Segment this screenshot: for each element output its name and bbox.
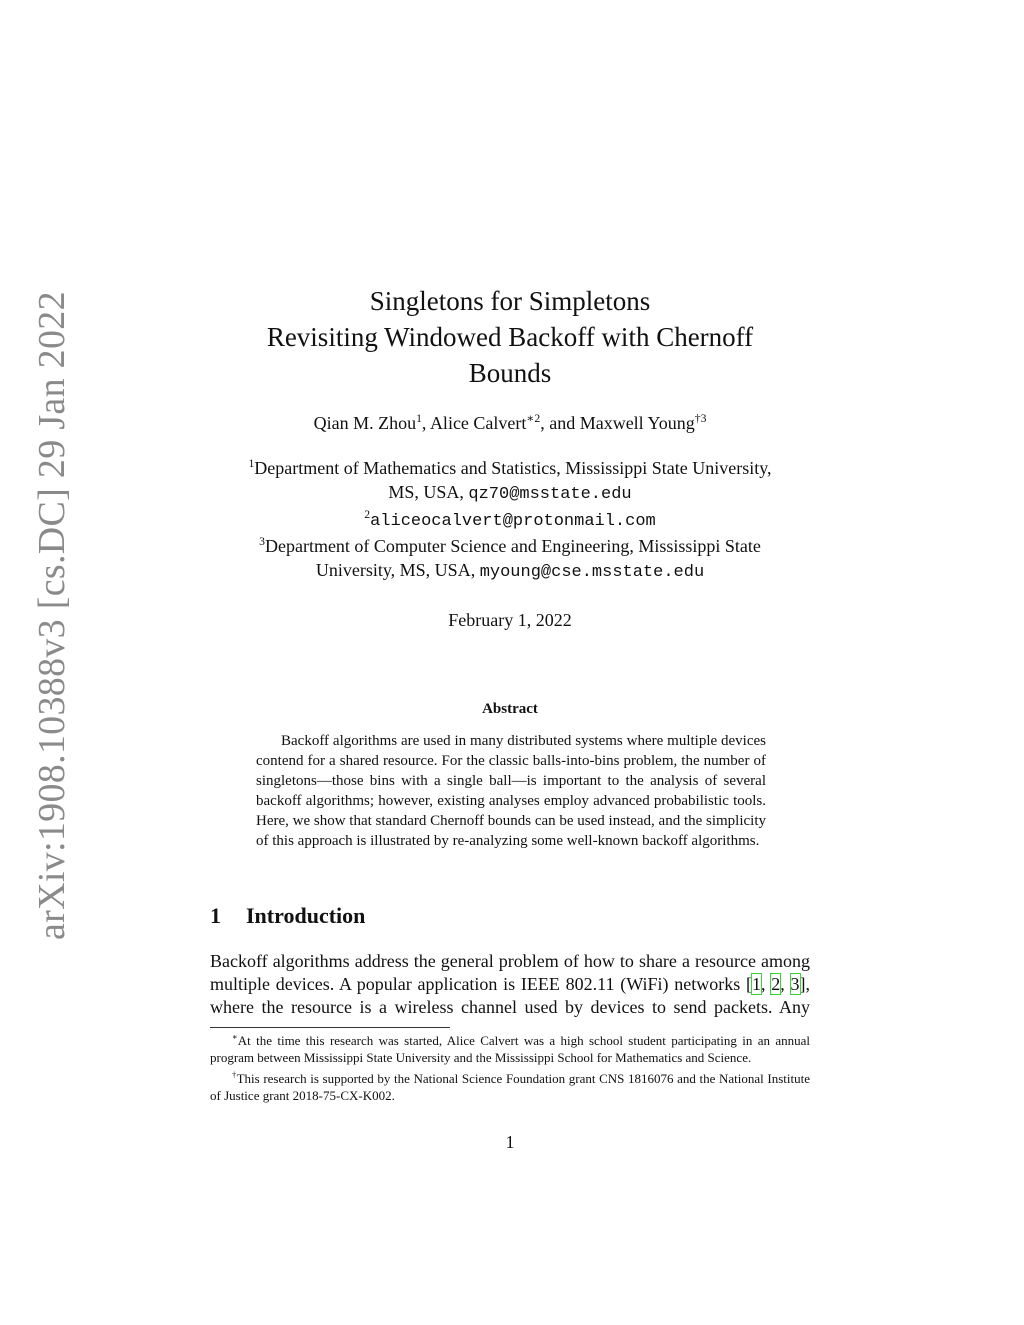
author-list (200, 413, 820, 434)
page-number: 1 (505, 1132, 515, 1152)
abstract-heading: Abstract (482, 701, 538, 717)
footnote-text: At the time this research was started, Alice Calvert was a high school student participating in an annual program between Mississippi State University and the Mississippi School for Mathematics and Science. (210, 1033, 810, 1065)
footnote-2 (210, 1070, 810, 1104)
affiliation-3 (200, 534, 820, 558)
footnote-rule (210, 1027, 450, 1028)
title-line-1: Singletons for Simpletons (369, 286, 651, 316)
footnote-mark: † (232, 1069, 237, 1080)
author-name: Alice Calvert (429, 413, 527, 433)
affiliation-1 (200, 456, 820, 480)
affiliation-text: Department of Computer Science and Engineering, Mississippi State (264, 536, 761, 556)
author-separator: , and (540, 413, 580, 433)
affiliation-mark: 3 (259, 535, 265, 548)
affiliations (200, 456, 820, 585)
author-mark: †3 (694, 412, 707, 425)
email-link[interactable]: qz70@msstate.edu (468, 485, 632, 504)
affiliation-text: University, MS, USA, (315, 560, 480, 580)
author-separator: , (421, 413, 430, 433)
affiliation-mark: 1 (248, 457, 255, 470)
author-mark: ∗2 (526, 412, 541, 425)
affiliation-text: Department of Mathematics and Statistics, Mississippi State University, (254, 458, 772, 478)
citation-separator: , (761, 974, 772, 994)
intro-line: where the resource is a wireless channel used by devices to send packets. Any (210, 997, 810, 1017)
intro-paragraph (210, 950, 810, 1019)
author-name: Maxwell Young (579, 413, 695, 433)
section-number: 1 (210, 903, 221, 928)
email-link[interactable]: myoung@cse.msstate.edu (479, 563, 705, 582)
affiliation-mark: 2 (364, 508, 371, 521)
intro-line: Backoff algorithms address the general problem of how to share a resource among (210, 951, 810, 971)
affiliation-3-cont (200, 558, 820, 585)
section-heading (210, 903, 365, 929)
footnotes (210, 1032, 810, 1108)
intro-text: ], (799, 974, 810, 994)
footnote-1 (210, 1032, 810, 1066)
paper-title (200, 283, 820, 391)
affiliation-1-cont (200, 480, 820, 507)
title-line-3: Bounds (468, 358, 552, 388)
author-name: Qian M. Zhou (313, 413, 417, 433)
intro-line (210, 973, 810, 996)
title-line-2: Revisiting Windowed Backoff with Chernoff (266, 322, 754, 352)
affiliation-2 (200, 507, 820, 534)
citation-link[interactable]: 2 (771, 974, 781, 994)
footnote-mark: ∗ (232, 1031, 238, 1042)
abstract-body: Backoff algorithms are used in many distributed systems where multiple devices contend for a shared resource. For the classic balls-into-bins problem, the number of singletons—those bins with a single ball—is important to the analysis of several backoff algorithms; however, existing analyses employ advanced probabilistic tools. Here, we show that standard Chernoff bounds can be used instead, and the simplicity of this approach is illustrated by re-analyzing some well-known backoff algorithms. (256, 733, 767, 849)
author-mark: 1 (416, 412, 422, 425)
section-title: Introduction (246, 903, 366, 928)
citation-link[interactable]: 1 (752, 974, 761, 994)
intro-text: multiple devices. A popular application is IEEE 802.11 (WiFi) networks [ (210, 974, 752, 994)
publication-date: February 1, 2022 (448, 610, 572, 630)
footnote-text: This research is supported by the National Science Foundation grant CNS 1816076 and the National Institute of Justice grant 2018-75-CX-K002. (210, 1071, 810, 1103)
citation-link[interactable]: 3 (790, 974, 800, 994)
citation-separator: , (780, 974, 791, 994)
affiliation-text: MS, USA, (388, 482, 469, 502)
email-link[interactable]: aliceocalvert@protonmail.com (370, 512, 656, 531)
arxiv-stamp: arXiv:1908.10388v3 [cs.DC] 29 Jan 2022 (31, 291, 73, 940)
